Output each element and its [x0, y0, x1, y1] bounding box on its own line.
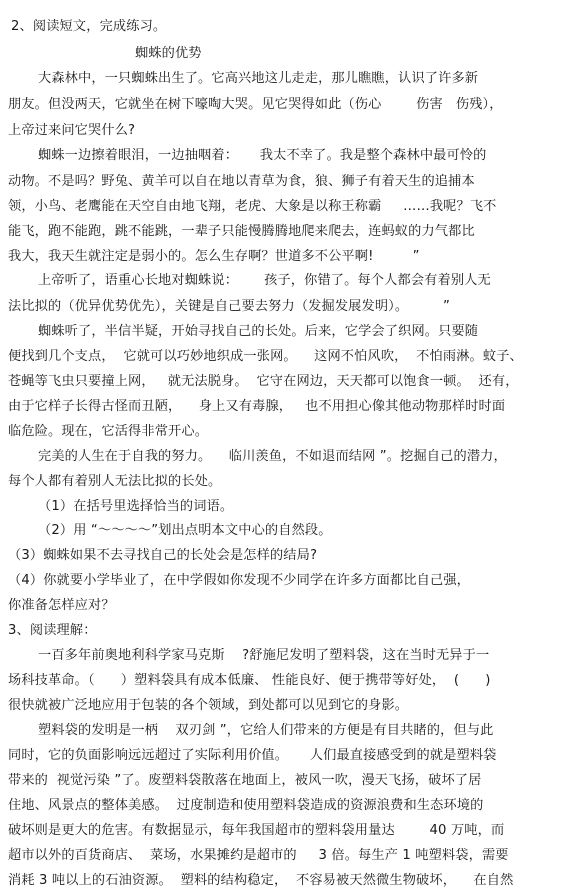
paragraph-line: 上帝过来问它哭什么? — [8, 123, 136, 138]
paragraph-line: 同时，它的负面影响远远超过了实际利用价值。 人们最直接感受到的就是塑料袋 — [8, 748, 497, 763]
paragraph-line: 一百多年前奥地利科学家马克斯 ?舒施尼发明了塑料袋，这在当时无异于一 — [38, 648, 490, 663]
paragraph-line: 住地、风景点的整体美感。 过度制造和使用塑料袋造成的资源浪费和生态环境的 — [8, 798, 484, 813]
paragraph-line: 消耗 3 吨以上的石油资源。 塑料的结构稳定， 不容易被天然微生物破坏， 在自然 — [8, 873, 514, 888]
article-title: 蜘蛛的优势 — [135, 46, 202, 61]
paragraph-line: 上帝听了，语重心长地对蜘蛛说： 孩子，你错了。每个人都会有着别人无 — [38, 273, 491, 288]
question-1: （1）在括号里选择恰当的词语。 — [38, 499, 234, 514]
paragraph-line: 很快就被广泛地应用于包装的各个领域，到处都可以见到它的身影。 — [8, 698, 409, 713]
paragraph-line: 蜘蛛一边擦着眼泪，一边抽咽着： 我太不幸了。我是整个森林中最可怜的 — [38, 148, 487, 163]
paragraph-line: 场科技革命。（ ）塑料袋具有成本低廉、 性能良好、便于携带等好处， ( ) — [8, 673, 491, 688]
question-4: （4）你就要小学毕业了，在中学假如你发现不少同学在许多方面都比自己强， — [8, 573, 471, 588]
paragraph-line: 每个人都有着别人无法比拟的长处。 — [8, 474, 222, 489]
paragraph-line: 我大，我天生就注定是弱小的。怎么生存啊？世道多不公平啊! ” — [8, 249, 420, 264]
paragraph-line: 苍蝇等飞虫只要撞上网， 就无法脱身。 它守在网边，天天都可以饱食一顿。 还有， — [8, 374, 519, 389]
paragraph-line: 超市以外的百货商店、 菜场，水果摊约是超市的 3 倍。每生产 1 吨塑料袋，需要 — [8, 848, 509, 863]
paragraph-line: 能飞，跑不能跑，跳不能跳，一辈子只能慢腾腾地爬来爬去，连蚂蚁的力气都比 — [8, 224, 475, 239]
paragraph-line: 便找到几个支点， 它就可以巧妙地织成一张网。 这网不怕风吹， 不怕雨淋。蚊子、 — [8, 349, 523, 364]
paragraph-line: 朋友。但没两天，它就坐在树下嚎啕大哭。见它哭得如此（伤心 伤害 伤残）， — [8, 97, 503, 112]
question-3: （3）蜘蛛如果不去寻找自己的长处会是怎样的结局? — [8, 548, 318, 563]
section-heading-3: 3、阅读理解： — [8, 623, 97, 638]
paragraph-line: 完美的人生在于自我的努力。 临川羡鱼，不如退而结网 ”。挖掘自己的潜力， — [38, 449, 507, 464]
question-4-continued: 你准备怎样应对？ — [8, 598, 115, 613]
question-2: （2）用 “～～～～”划出点明本文中心的自然段。 — [38, 523, 332, 538]
paragraph-line: 带来的 视觉污染 ”了。废塑料袋散落在地面上，被风一吹，漫天飞扬，破坏了居 — [8, 773, 482, 788]
section-heading-2: 2、阅读短文，完成练习。 — [11, 19, 167, 34]
paragraph-line: 法比拟的（优异优势优先），关键是自己要去努力（发掘发展发明）。 ” — [8, 299, 450, 314]
paragraph-line: 破坏则是更大的危害。有数据显示，每年我国超市的塑料袋用量达 40 万吨，而 — [8, 823, 505, 838]
paragraph-line: 由于它样子长得古怪而丑陋， 身上又有毒腺， 也不用担心像其他动物那样时时面 — [8, 399, 506, 414]
paragraph-line: 领，小鸟、老鹰能在天空自由地飞翔，老虎、大象是以称王称霸 ……我呢？飞不 — [8, 199, 497, 214]
paragraph-line: 动物。不是吗？野兔、黄羊可以自在地以青草为食，狼、狮子有着天生的追捕本 — [8, 174, 475, 189]
paragraph-line: 塑料袋的发明是一柄 双刃剑 ”，它给人们带来的方便是有目共睹的，但与此 — [38, 723, 494, 738]
paragraph-line: 临危险。现在，它活得非常开心。 — [8, 424, 209, 439]
paragraph-line: 大森林中，一只蜘蛛出生了。它高兴地这儿走走，那儿瞧瞧，认识了许多新 — [38, 71, 479, 86]
paragraph-line: 蜘蛛听了，半信半疑，开始寻找自己的长处。后来，它学会了织网。只要随 — [38, 324, 479, 339]
